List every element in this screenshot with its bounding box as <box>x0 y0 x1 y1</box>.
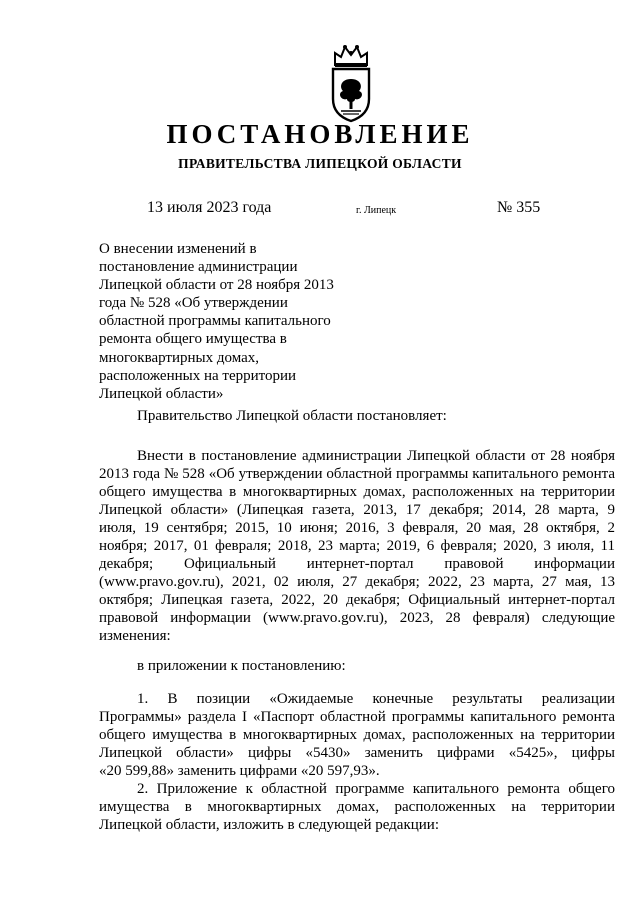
subject-line: расположенных на территории <box>99 367 297 384</box>
subject-line: областной программы капитального <box>99 313 331 330</box>
body-line: Липецкой области» (Липецкая газета, 2013, 17 декабря; 2014, 28 марта, 9 <box>99 502 615 518</box>
body-line: изменения: <box>99 628 171 644</box>
item-2-line: 2. Приложение к областной программе капитального ремонта общего <box>137 781 615 797</box>
document-subject <box>99 240 344 403</box>
issuing-authority: ПРАВИТЕЛЬСТВА ЛИПЕЦКОЙ ОБЛАСТИ <box>178 156 462 171</box>
item-2-line: Липецкой области, изложить в следующей редакции: <box>99 817 440 833</box>
item-1-line: 1. В позиции «Ожидаемые конечные результаты реализации <box>137 691 615 707</box>
preamble: Правительство Липецкой области постановляет: <box>137 408 447 424</box>
body-line: октября; Липецкая газета, 2022, 20 декабря; Официальный интернет-портал <box>99 592 615 608</box>
body-line: ноября; 2017, 01 февраля; 2018, 23 марта; 2019, 6 февраля; 2020, 3 июля, 11 <box>99 538 615 554</box>
subject-line: ремонта общего имущества в <box>99 331 287 348</box>
subject-line: О внесении изменений в <box>99 241 257 257</box>
subject-line: Липецкой области» <box>99 385 224 402</box>
body-line: общего имущества в многоквартирных домах, расположенных на территории <box>99 484 615 500</box>
body-line: Внести в постановление администрации Липецкой области от 28 ноября <box>137 448 615 464</box>
document-title: ПОСТАНОВЛЕНИЕ <box>166 119 474 149</box>
item-1-line: Липецкой области» цифры «5430» заменить цифрами «5425», цифры <box>99 745 615 761</box>
item-1-line: общего имущества в многоквартирных домах, расположенных на территории <box>99 727 615 743</box>
coat-of-arms-emblem <box>327 43 375 125</box>
subject-line: Липецкой области от 28 ноября 2013 <box>99 277 334 294</box>
document-number: № 355 <box>497 199 541 216</box>
body-line: 2013 года № 528 «Об утверждении областной программы капитального ремонта <box>99 466 615 482</box>
body-line: июля, 19 сентября; 2015, 10 июня; 2016, 3 февраля, 20 мая, 28 октября, 2 <box>99 520 615 536</box>
item-1-line: Программы» раздела I «Паспорт областной программы капитального ремонта <box>99 709 615 725</box>
appendix-intro: в приложении к постановлению: <box>137 658 346 674</box>
subject-line: многоквартирных домах, <box>99 349 260 366</box>
body-line: (www.pravo.gov.ru), 2021, 02 июля, 27 декабря; 2022, 23 марта, 27 мая, 13 <box>99 574 615 590</box>
document-date: 13 июля 2023 года <box>147 199 272 216</box>
item-1-line: «20 599,88» заменить цифрами «20 597,93». <box>99 763 380 779</box>
subject-line: постановление администрации <box>99 259 298 276</box>
document-city: г. Липецк <box>356 205 397 216</box>
item-2-line: имущества в многоквартирных домах, расположенных на территории <box>99 799 615 815</box>
body-line: декабря; Официальный интернет-портал правовой информации <box>99 556 615 572</box>
body-line: правовой информации (www.pravo.gov.ru), 2023, 28 февраля) следующие <box>99 610 615 626</box>
subject-line: года № 528 «Об утверждении <box>99 295 288 312</box>
